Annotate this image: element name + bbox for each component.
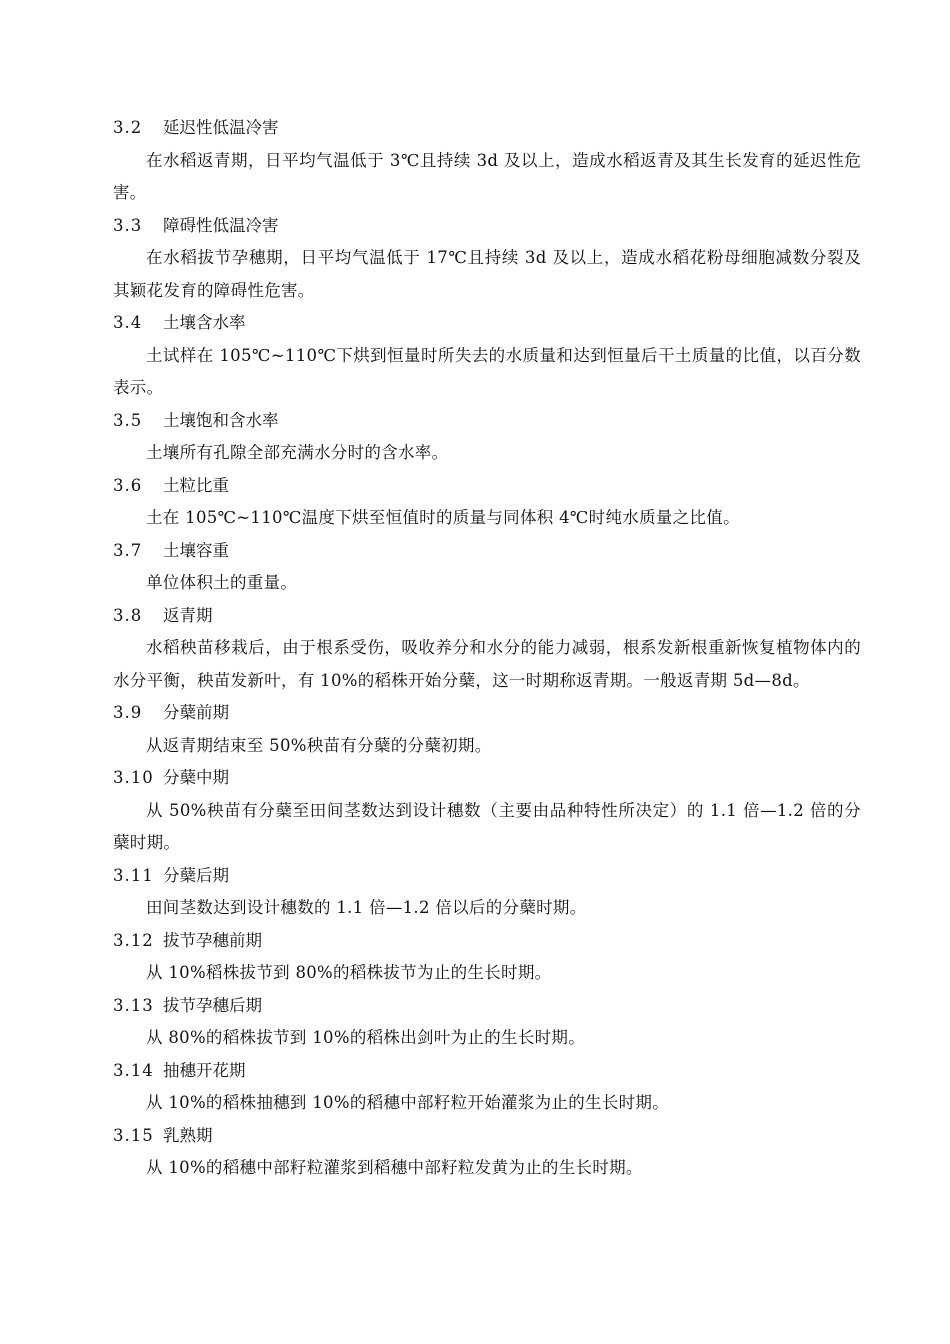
section-body: 在水稻拔节孕穗期，日平均气温低于 17℃且持续 3d 及以上，造成水稻花粉母细胞减数分裂及其颖花发育的障碍性危害。	[113, 248, 861, 300]
section-title: 分蘖后期	[163, 865, 229, 885]
section-heading	[113, 1120, 861, 1153]
section-title: 返青期	[163, 605, 213, 625]
section-body: 土试样在 105℃~110℃下烘到恒量时所失去的水质量和达到恒量后干土质量的比值，以百分数表示。	[113, 345, 861, 397]
section-title: 乳熟期	[163, 1125, 213, 1145]
section-body: 从 10%的稻穗中部籽粒灌浆到稻穗中部籽粒发黄为止的生长时期。	[146, 1158, 643, 1177]
section-title: 土壤饱和含水率	[163, 410, 279, 430]
section-heading	[113, 1055, 861, 1088]
section-body: 从 50%秧苗有分蘖至田间茎数达到设计穗数（主要由品种特性所决定）的 1.1 倍—1.2 倍的分蘖时期。	[113, 800, 861, 852]
section-heading	[113, 762, 861, 795]
section-heading	[113, 925, 861, 958]
section-body: 水稻秧苗移栽后，由于根系受伤，吸收养分和水分的能力减弱，根系发新根重新恢复植物体内的水分平衡，秧苗发新叶，有 10%的稻株开始分蘖，这一时期称返青期。一般返青期 5d—8d。	[113, 638, 861, 690]
section-heading	[113, 210, 861, 243]
section-body: 在水稻返青期，日平均气温低于 3℃且持续 3d 及以上，造成水稻返青及其生长发育的延迟性危害。	[113, 150, 861, 202]
section-heading	[113, 535, 861, 568]
section-heading	[113, 112, 861, 145]
section-title: 土粒比重	[163, 475, 229, 495]
section-body: 从 10%的稻株抽穗到 10%的稻穗中部籽粒开始灌浆为止的生长时期。	[146, 1093, 670, 1112]
section-number: 3.12	[113, 930, 154, 950]
section-body: 土在 105℃~110℃温度下烘至恒值时的质量与同体积 4℃时纯水质量之比值。	[146, 508, 740, 527]
section-body: 从 10%稻株拔节到 80%的稻株拔节为止的生长时期。	[146, 963, 552, 982]
section-number: 3.9	[113, 703, 143, 722]
section-heading	[113, 860, 861, 893]
section-number: 3.7	[113, 540, 143, 560]
section-title: 延迟性低温冷害	[163, 118, 279, 137]
section-number: 3.15	[113, 1125, 154, 1145]
section-number: 3.10	[113, 768, 154, 787]
section-body: 从返青期结束至 50%秧苗有分蘖的分蘖初期。	[146, 735, 492, 755]
section-title: 分蘖中期	[163, 768, 229, 787]
section-title: 分蘖前期	[163, 703, 229, 722]
section-number: 3.4	[113, 313, 143, 332]
section-number: 3.14	[113, 1060, 154, 1080]
section-heading	[113, 990, 861, 1023]
section-heading	[113, 307, 861, 340]
section-body: 田间茎数达到设计穗数的 1.1 倍—1.2 倍以后的分蘖时期。	[146, 898, 587, 917]
section-body: 土壤所有孔隙全部充满水分时的含水率。	[146, 443, 449, 462]
section-heading	[113, 697, 861, 730]
section-heading	[113, 600, 861, 633]
section-body: 从 80%的稻株拔节到 10%的稻株出剑叶为止的生长时期。	[146, 1028, 586, 1047]
section-number: 3.6	[113, 475, 143, 495]
section-heading	[113, 405, 861, 438]
section-heading	[113, 470, 861, 503]
section-title: 拔节孕穗后期	[163, 995, 262, 1015]
document-body	[113, 112, 861, 1185]
section-title: 土壤容重	[163, 540, 229, 560]
section-number: 3.8	[113, 605, 143, 625]
section-number: 3.2	[113, 118, 143, 137]
section-title: 拔节孕穗前期	[163, 930, 262, 950]
section-title: 抽穗开花期	[163, 1060, 246, 1080]
section-body: 单位体积土的重量。	[146, 573, 298, 592]
section-title: 土壤含水率	[163, 313, 246, 332]
section-number: 3.13	[113, 995, 154, 1015]
section-title: 障碍性低温冷害	[163, 215, 279, 235]
section-number: 3.5	[113, 410, 143, 430]
section-number: 3.3	[113, 215, 143, 235]
section-number: 3.11	[113, 865, 154, 885]
